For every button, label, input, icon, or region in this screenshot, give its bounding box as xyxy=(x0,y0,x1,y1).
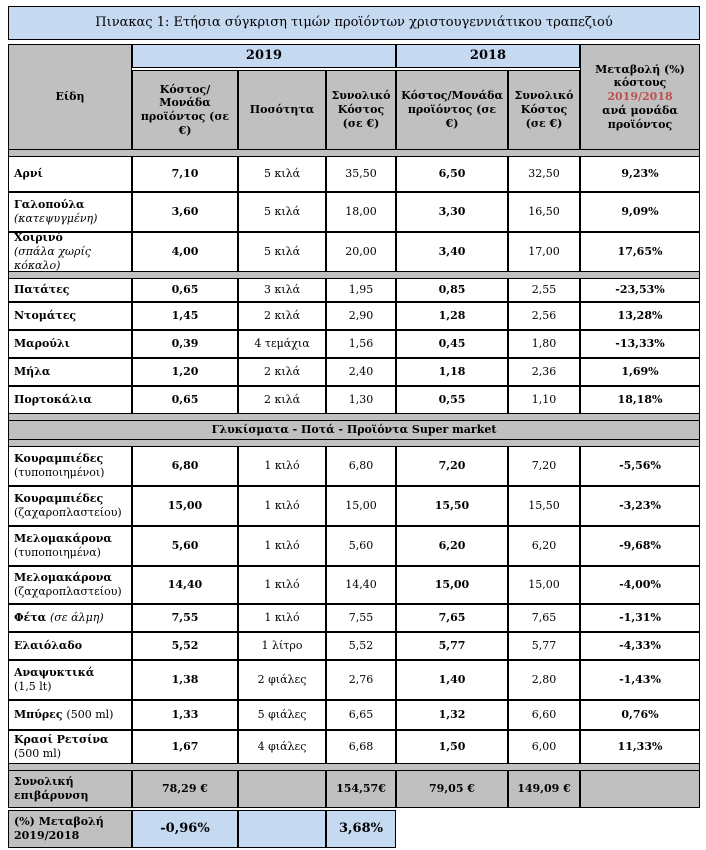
cost-2019 xyxy=(132,278,238,302)
cost-2019 xyxy=(132,232,238,272)
change-percent-value: 1,69% xyxy=(621,365,659,379)
total-2019 xyxy=(326,358,396,386)
total-2018-value: 2,36 xyxy=(531,365,557,379)
item-name-text: Γαλοπούλα xyxy=(14,198,85,212)
cost-2019 xyxy=(132,730,238,764)
cost-2018 xyxy=(396,232,508,272)
total-2018-value: 7,65 xyxy=(531,611,557,625)
quantity xyxy=(238,192,326,232)
cost-2018-value: 0,85 xyxy=(438,283,466,297)
quantity-value: 2 κιλά xyxy=(263,309,301,323)
cost-2018-value: 1,32 xyxy=(438,708,466,722)
total-2019 xyxy=(326,386,396,414)
quantity xyxy=(238,604,326,632)
header-year-2018 xyxy=(396,44,580,68)
quantity-value: 4 τεμάχια xyxy=(254,337,310,351)
change-percent xyxy=(580,566,700,604)
header-unit-cost-2018 xyxy=(396,70,508,150)
total-2019 xyxy=(326,278,396,302)
change-row-label-text: (%) Μεταβολή 2019/2018 xyxy=(14,815,104,842)
total-2018-value: 32,50 xyxy=(528,167,560,181)
cost-2019-value: 1,38 xyxy=(171,673,199,687)
total-2019 xyxy=(326,604,396,632)
cost-2019-value: 1,45 xyxy=(171,309,199,323)
change-percent xyxy=(580,302,700,330)
cost-2019-value: 0,39 xyxy=(171,337,199,351)
item-name-text: Αρνί xyxy=(14,167,43,181)
cost-2018 xyxy=(396,730,508,764)
cost-2018 xyxy=(396,526,508,566)
change-percent-value: 18,18% xyxy=(617,393,663,407)
quantity xyxy=(238,700,326,730)
cost-2018-value: 6,50 xyxy=(438,167,466,181)
cost-2018-value: 3,30 xyxy=(438,205,466,219)
change-percent xyxy=(580,526,700,566)
total-2019 xyxy=(326,730,396,764)
item-name-text: Κουραμπιέδες xyxy=(14,452,104,466)
change-percent xyxy=(580,156,700,192)
cost-2019 xyxy=(132,632,238,660)
change-percent-value: -4,00% xyxy=(619,578,661,592)
cost-2019 xyxy=(132,604,238,632)
total-2018 xyxy=(508,526,580,566)
total-2018 xyxy=(508,330,580,358)
header-unit-cost-2018-label: Κόστος/Μονάδα προϊόντος (σε €) xyxy=(401,89,503,130)
cost-2019 xyxy=(132,330,238,358)
total-2018 xyxy=(508,660,580,700)
cost-2018 xyxy=(396,566,508,604)
header-total-2019 xyxy=(326,70,396,150)
total-2018 xyxy=(508,700,580,730)
total-2018 xyxy=(508,566,580,604)
cost-2019 xyxy=(132,302,238,330)
item-name xyxy=(8,566,132,604)
totals-label-text: Συνολική επιβάρυνση xyxy=(14,775,89,802)
cost-2019-value: 7,55 xyxy=(171,611,199,625)
total-2019 xyxy=(326,486,396,526)
quantity xyxy=(238,156,326,192)
total-2019 xyxy=(326,302,396,330)
cost-2018 xyxy=(396,700,508,730)
total-2018-value: 5,77 xyxy=(531,639,557,653)
quantity xyxy=(238,660,326,700)
quantity xyxy=(238,566,326,604)
total-2019-value: 14,40 xyxy=(345,578,377,592)
total-2019-value: 2,76 xyxy=(348,673,374,687)
total-2019 xyxy=(326,700,396,730)
item-name-detail: (500 ml) xyxy=(14,747,62,760)
total-2018-value: 7,20 xyxy=(531,459,557,473)
quantity-value: 1 κιλό xyxy=(264,578,300,592)
item-name xyxy=(8,486,132,526)
cost-2018 xyxy=(396,632,508,660)
item-name xyxy=(8,302,132,330)
totals-quantity-empty xyxy=(238,770,326,808)
quantity-value: 2 κιλά xyxy=(263,365,301,379)
item-name-text: Πατάτες xyxy=(14,283,70,297)
total-2018 xyxy=(508,386,580,414)
item-name-text: Μελομακάρονα xyxy=(14,532,112,546)
item-name-text: Μήλα xyxy=(14,365,51,379)
total-2018-value: 2,55 xyxy=(531,283,557,297)
quantity xyxy=(238,486,326,526)
quantity xyxy=(238,632,326,660)
total-2018 xyxy=(508,302,580,330)
cost-2018-value: 1,18 xyxy=(438,365,466,379)
header-total-2018 xyxy=(508,70,580,150)
cost-2018-value: 7,20 xyxy=(438,459,466,473)
quantity-value: 3 κιλά xyxy=(263,283,301,297)
change-row-total-2019 xyxy=(326,810,396,848)
change-percent xyxy=(580,700,700,730)
cost-2018-value: 15,50 xyxy=(434,499,470,513)
total-2018-value: 1,80 xyxy=(531,337,557,351)
totals-total-2018-value: 149,09 € xyxy=(517,782,571,796)
total-2019 xyxy=(326,446,396,486)
cost-2019-value: 15,00 xyxy=(167,499,203,513)
header-quantity xyxy=(238,70,326,150)
change-row-cost-2019-value: -0,96% xyxy=(160,820,210,836)
item-name-detail: (τυποποιημένοι) xyxy=(14,466,105,479)
quantity xyxy=(238,358,326,386)
cost-2019-value: 14,40 xyxy=(167,578,203,592)
total-2019-value: 18,00 xyxy=(345,205,377,219)
item-name xyxy=(8,730,132,764)
header-unit-cost-2019-label: Κόστος/Μονάδα προϊόντος (σε €) xyxy=(140,82,230,137)
cost-2018-value: 1,50 xyxy=(438,740,466,754)
totals-label xyxy=(8,770,132,808)
cost-2018 xyxy=(396,660,508,700)
item-name xyxy=(8,700,132,730)
quantity xyxy=(238,232,326,272)
item-name-detail: (500 ml) xyxy=(66,708,114,722)
cost-2018 xyxy=(396,358,508,386)
total-2018 xyxy=(508,730,580,764)
change-percent-value: -3,23% xyxy=(619,499,661,513)
totals-cost-2019 xyxy=(132,770,238,808)
quantity-value: 2 κιλά xyxy=(263,393,301,407)
section-header-label: Γλυκίσματα - Ποτά - Προϊόντα Super market xyxy=(211,423,497,437)
total-2018-value: 17,00 xyxy=(528,245,560,259)
cost-2018 xyxy=(396,330,508,358)
item-name-text: Ντομάτες xyxy=(14,309,77,323)
quantity-value: 5 κιλά xyxy=(263,205,301,219)
item-name-detail: (ζαχαροπλαστείου) xyxy=(14,506,122,519)
header-total-2018-label: Συνολικό Κόστος (σε €) xyxy=(514,89,574,130)
cost-2019 xyxy=(132,526,238,566)
header-change-line2: ανά μονάδα προϊόντος xyxy=(602,103,678,131)
total-2019 xyxy=(326,660,396,700)
item-name xyxy=(8,278,132,302)
quantity-value: 5 κιλά xyxy=(263,167,301,181)
change-row-quantity-empty xyxy=(238,810,326,848)
total-2019-value: 6,80 xyxy=(348,459,374,473)
total-2019 xyxy=(326,632,396,660)
total-2018 xyxy=(508,232,580,272)
change-percent-value: 9,09% xyxy=(621,205,659,219)
change-percent-value: -13,33% xyxy=(615,337,665,351)
cost-2018-value: 3,40 xyxy=(438,245,466,259)
item-name xyxy=(8,192,132,232)
total-2019-value: 7,55 xyxy=(348,611,374,625)
item-name-text: Κουραμπιέδες xyxy=(14,492,104,506)
quantity-value: 2 φιάλες xyxy=(257,673,307,687)
change-percent xyxy=(580,632,700,660)
title-text: Πινακας 1: Ετήσια σύγκριση τιμών προϊόντων χριστουγεννιάτικου τραπεζιού xyxy=(95,14,613,30)
item-name-text: Κρασί Ρετσίνα xyxy=(14,733,109,747)
cost-2018-value: 0,55 xyxy=(438,393,466,407)
quantity xyxy=(238,302,326,330)
total-2018-value: 2,56 xyxy=(531,309,557,323)
total-2018-value: 6,20 xyxy=(531,539,557,553)
item-name-detail: (σε άλμη) xyxy=(49,611,104,625)
item-name xyxy=(8,330,132,358)
total-2019 xyxy=(326,330,396,358)
cost-2018 xyxy=(396,278,508,302)
cost-2018-value: 15,00 xyxy=(434,578,470,592)
header-items xyxy=(8,44,132,150)
quantity xyxy=(238,446,326,486)
cost-2018 xyxy=(396,386,508,414)
quantity xyxy=(238,730,326,764)
cost-2019 xyxy=(132,486,238,526)
change-row-total-2019-value: 3,68% xyxy=(338,820,383,836)
quantity-value: 1 κιλό xyxy=(264,611,300,625)
totals-total-2019-value: 154,57€ xyxy=(336,782,386,796)
item-name-detail: (1,5 lt) xyxy=(14,680,52,693)
quantity-value: 5 κιλά xyxy=(263,245,301,259)
total-2019 xyxy=(326,192,396,232)
cost-2018 xyxy=(396,302,508,330)
total-2018 xyxy=(508,156,580,192)
item-name xyxy=(8,232,132,272)
totals-cost-2018 xyxy=(396,770,508,808)
change-percent-value: 0,76% xyxy=(621,708,659,722)
total-2019-value: 1,56 xyxy=(348,337,374,351)
total-2019-value: 15,00 xyxy=(345,499,377,513)
cost-2019 xyxy=(132,358,238,386)
cost-2018 xyxy=(396,156,508,192)
total-2019-value: 1,30 xyxy=(348,393,374,407)
header-change xyxy=(580,44,700,150)
total-2018 xyxy=(508,192,580,232)
quantity-value: 4 φιάλες xyxy=(257,740,307,754)
total-2019 xyxy=(326,232,396,272)
item-name xyxy=(8,632,132,660)
total-2019-value: 2,90 xyxy=(348,309,374,323)
totals-cost-2018-value: 79,05 € xyxy=(429,782,475,796)
header-year-2019-label: 2019 xyxy=(245,47,283,63)
change-percent xyxy=(580,330,700,358)
cost-2019-value: 5,60 xyxy=(171,539,199,553)
quantity xyxy=(238,330,326,358)
item-name-text: Φέτα xyxy=(14,611,47,625)
cost-2018 xyxy=(396,192,508,232)
change-percent-value: 17,65% xyxy=(617,245,663,259)
item-name-text: Αναψυκτικά xyxy=(14,666,95,680)
total-2019 xyxy=(326,566,396,604)
change-percent-value: -23,53% xyxy=(615,283,665,297)
total-2019-value: 2,40 xyxy=(348,365,374,379)
item-name-text: Μπύρες xyxy=(14,708,63,722)
quantity-value: 1 κιλό xyxy=(264,539,300,553)
cost-2019-value: 6,80 xyxy=(171,459,199,473)
item-name-text: Πορτοκάλια xyxy=(14,393,92,407)
change-percent xyxy=(580,192,700,232)
change-percent xyxy=(580,278,700,302)
cost-2018-value: 1,40 xyxy=(438,673,466,687)
cost-2018 xyxy=(396,446,508,486)
change-percent xyxy=(580,446,700,486)
quantity-value: 1 κιλό xyxy=(264,459,300,473)
change-percent xyxy=(580,232,700,272)
total-2019 xyxy=(326,156,396,192)
cost-2018-value: 0,45 xyxy=(438,337,466,351)
total-2019-value: 5,60 xyxy=(348,539,374,553)
header-change-line1: Μεταβολή (%) κόστους xyxy=(595,62,685,90)
total-2019-value: 20,00 xyxy=(345,245,377,259)
cost-2019-value: 1,67 xyxy=(171,740,199,754)
cost-2018-value: 5,77 xyxy=(438,639,466,653)
change-percent-value: -5,56% xyxy=(619,459,661,473)
item-name-detail: (σπάλα χωρίς κόκαλο) xyxy=(14,245,91,272)
header-unit-cost-2019 xyxy=(132,70,238,150)
cost-2019-value: 1,20 xyxy=(171,365,199,379)
total-2018 xyxy=(508,278,580,302)
header-year-2019 xyxy=(132,44,396,68)
item-name xyxy=(8,386,132,414)
cost-2018 xyxy=(396,486,508,526)
change-percent xyxy=(580,386,700,414)
item-name-text: Μελομακάρονα xyxy=(14,571,112,585)
header-total-2019-label: Συνολικό Κόστος (σε €) xyxy=(331,89,391,130)
total-2018 xyxy=(508,358,580,386)
totals-change-empty xyxy=(580,770,700,808)
cost-2018-value: 7,65 xyxy=(438,611,466,625)
cost-2019 xyxy=(132,192,238,232)
item-name-gap xyxy=(63,232,67,245)
quantity-value: 1 λίτρο xyxy=(261,639,303,653)
change-percent xyxy=(580,486,700,526)
change-percent xyxy=(580,730,700,764)
item-name-detail: (ζαχαροπλαστείου) xyxy=(14,585,122,598)
cost-2018-value: 6,20 xyxy=(438,539,466,553)
quantity-value: 1 κιλό xyxy=(264,499,300,513)
total-2018 xyxy=(508,486,580,526)
change-percent-value: -1,43% xyxy=(619,673,661,687)
total-2019-value: 6,65 xyxy=(348,708,374,722)
change-percent-value: 9,23% xyxy=(621,167,659,181)
cost-2019-value: 4,00 xyxy=(171,245,199,259)
item-name xyxy=(8,660,132,700)
item-name xyxy=(8,446,132,486)
cost-2019 xyxy=(132,660,238,700)
change-row-cost-2019 xyxy=(132,810,238,848)
item-name xyxy=(8,604,132,632)
cost-2019 xyxy=(132,446,238,486)
cost-2019-value: 7,10 xyxy=(171,167,199,181)
quantity xyxy=(238,526,326,566)
totals-total-2018 xyxy=(508,770,580,808)
table-title xyxy=(8,6,700,40)
total-2019 xyxy=(326,526,396,566)
item-name-detail: (τυποποιημένα) xyxy=(14,546,101,559)
total-2019-value: 1,95 xyxy=(348,283,374,297)
total-2018 xyxy=(508,604,580,632)
header-change-years: 2019/2018 xyxy=(607,90,673,104)
total-2019-value: 6,68 xyxy=(348,740,374,754)
cost-2019-value: 1,33 xyxy=(171,708,199,722)
cost-2019 xyxy=(132,386,238,414)
cost-2018-value: 1,28 xyxy=(438,309,466,323)
item-name-text: Ελαιόλαδο xyxy=(14,639,83,653)
header-items-label: Είδη xyxy=(55,90,85,104)
change-row-label xyxy=(8,810,132,848)
item-name-text: Χοιρινό xyxy=(14,232,63,245)
change-percent xyxy=(580,604,700,632)
cost-2019-value: 0,65 xyxy=(171,393,199,407)
quantity xyxy=(238,278,326,302)
total-2019-value: 35,50 xyxy=(345,167,377,181)
quantity-value: 5 φιάλες xyxy=(257,708,307,722)
cost-2019-value: 3,60 xyxy=(171,205,199,219)
cost-2019 xyxy=(132,156,238,192)
total-2018-value: 2,80 xyxy=(531,673,557,687)
change-percent-value: -9,68% xyxy=(619,539,661,553)
item-name xyxy=(8,156,132,192)
item-name xyxy=(8,358,132,386)
totals-total-2019 xyxy=(326,770,396,808)
total-2018 xyxy=(508,446,580,486)
item-name-text: Μαρούλι xyxy=(14,337,70,351)
total-2018-value: 15,00 xyxy=(528,578,560,592)
change-percent xyxy=(580,358,700,386)
header-year-2018-label: 2018 xyxy=(469,47,507,63)
separator xyxy=(8,764,700,770)
total-2018-value: 6,00 xyxy=(531,740,557,754)
cost-2019 xyxy=(132,566,238,604)
cost-2019-value: 5,52 xyxy=(171,639,199,653)
cost-2019-value: 0,65 xyxy=(171,283,199,297)
change-percent-value: 13,28% xyxy=(617,309,663,323)
item-name-detail: (κατεψυγμένη) xyxy=(14,212,98,225)
cost-2018 xyxy=(396,604,508,632)
cost-2019 xyxy=(132,700,238,730)
total-2018-value: 16,50 xyxy=(528,205,560,219)
total-2018-value: 1,10 xyxy=(531,393,557,407)
total-2018-value: 6,60 xyxy=(531,708,557,722)
section-header-sweets-drinks xyxy=(8,420,700,440)
total-2018-value: 15,50 xyxy=(528,499,560,513)
change-percent-value: -4,33% xyxy=(619,639,661,653)
item-name xyxy=(8,526,132,566)
change-percent xyxy=(580,660,700,700)
change-percent-value: -1,31% xyxy=(619,611,661,625)
total-2018 xyxy=(508,632,580,660)
change-percent-value: 11,33% xyxy=(617,740,663,754)
total-2019-value: 5,52 xyxy=(348,639,374,653)
totals-cost-2019-value: 78,29 € xyxy=(162,782,208,796)
header-quantity-label: Ποσότητα xyxy=(249,103,315,117)
quantity xyxy=(238,386,326,414)
